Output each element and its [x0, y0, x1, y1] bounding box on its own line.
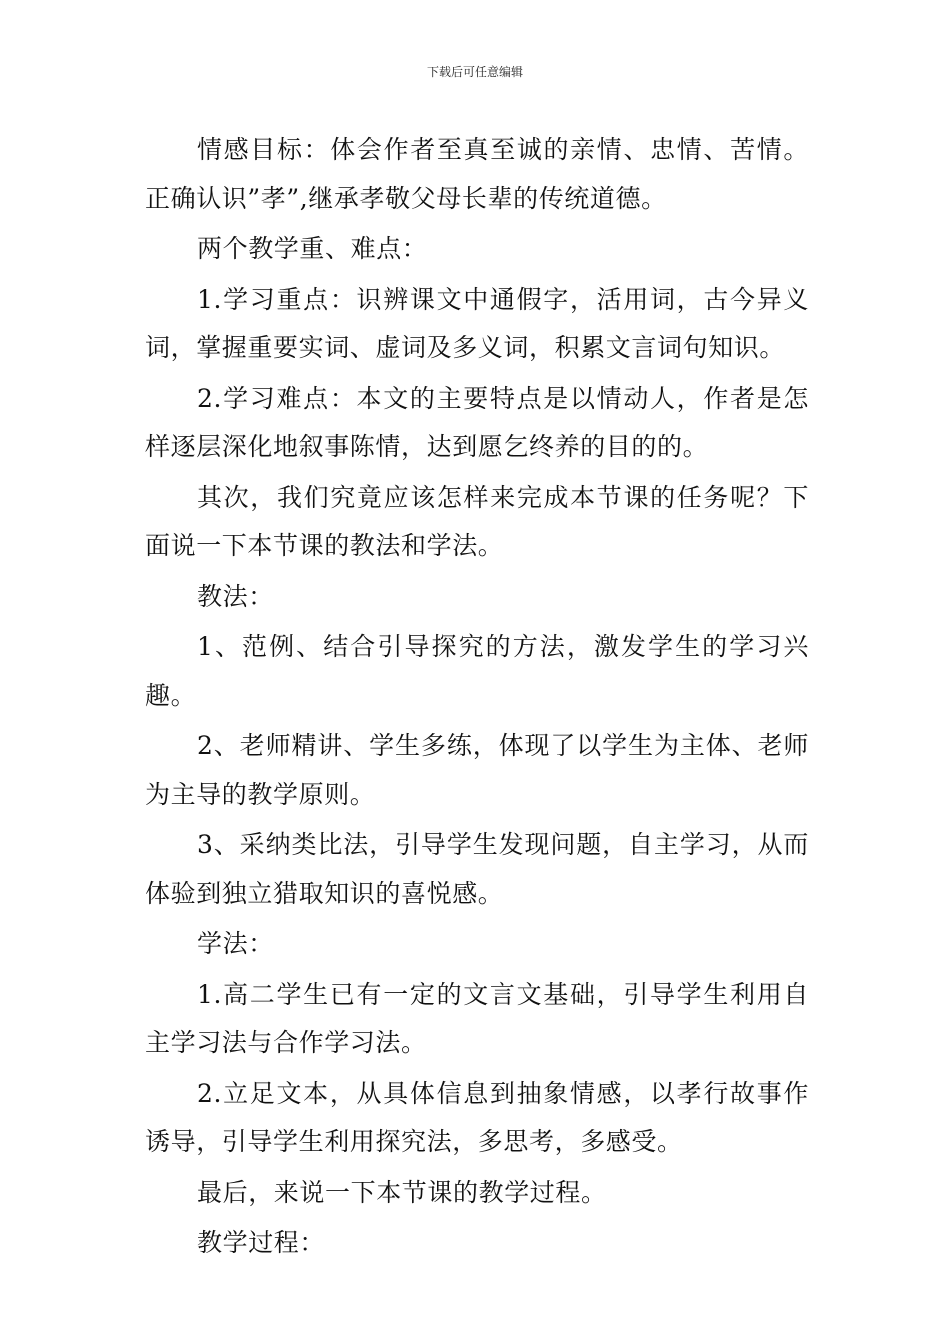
paragraph-teaching-methods-heading: 教法： [197, 581, 274, 611]
paragraph-teaching-process-heading: 教学过程： [197, 1228, 326, 1257]
paragraph-teaching-method-2: 2、老师精讲、学生多练，体现了以学生为主体、老师为主导的教学原则。 [145, 731, 809, 809]
paragraph-transition: 其次，我们究竟应该怎样来完成本节课的任务呢？下面说一下本节课的教法和学法。 [145, 482, 809, 560]
paragraph-key-points-heading: 两个教学重、难点： [197, 234, 428, 263]
paragraph-learning-difficulty: 2.学习难点：本文的主要特点是以情动人，作者是怎样逐层深化地叙事陈情，达到愿乞终养的目的的。 [145, 383, 809, 461]
paragraph-teaching-method-1: 1、范例、结合引导探究的方法，激发学生的学习兴趣。 [145, 632, 809, 710]
document-body [145, 126, 809, 1270]
paragraph-learning-focus: 1.学习重点：识辨课文中通假字，活用词，古今异义词，掌握重要实词、虚词及多义词，积累文言词句知识。 [145, 284, 809, 362]
page-header: 下载后可任意编辑 [426, 65, 523, 79]
paragraph-emotional-goal: 情感目标：体会作者至真至诚的亲情、忠情、苦情。正确认识”孝”,继承孝敬父母长辈的传统道德。 [145, 135, 809, 213]
paragraph-finally: 最后，来说一下本节课的教学过程。 [197, 1177, 607, 1207]
paragraph-learning-method-1: 1.高二学生已有一定的文言文基础，引导学生利用自主学习法与合作学习法。 [145, 979, 809, 1057]
paragraph-learning-methods-heading: 学法： [197, 929, 274, 958]
paragraph-learning-method-2: 2.立足文本，从具体信息到抽象情感，以孝行故事作诱导，引导学生利用探究法，多思考，多感受。 [145, 1078, 809, 1156]
paragraph-teaching-method-3: 3、采纳类比法，引导学生发现问题，自主学习，从而体验到独立猎取知识的喜悦感。 [145, 830, 809, 908]
